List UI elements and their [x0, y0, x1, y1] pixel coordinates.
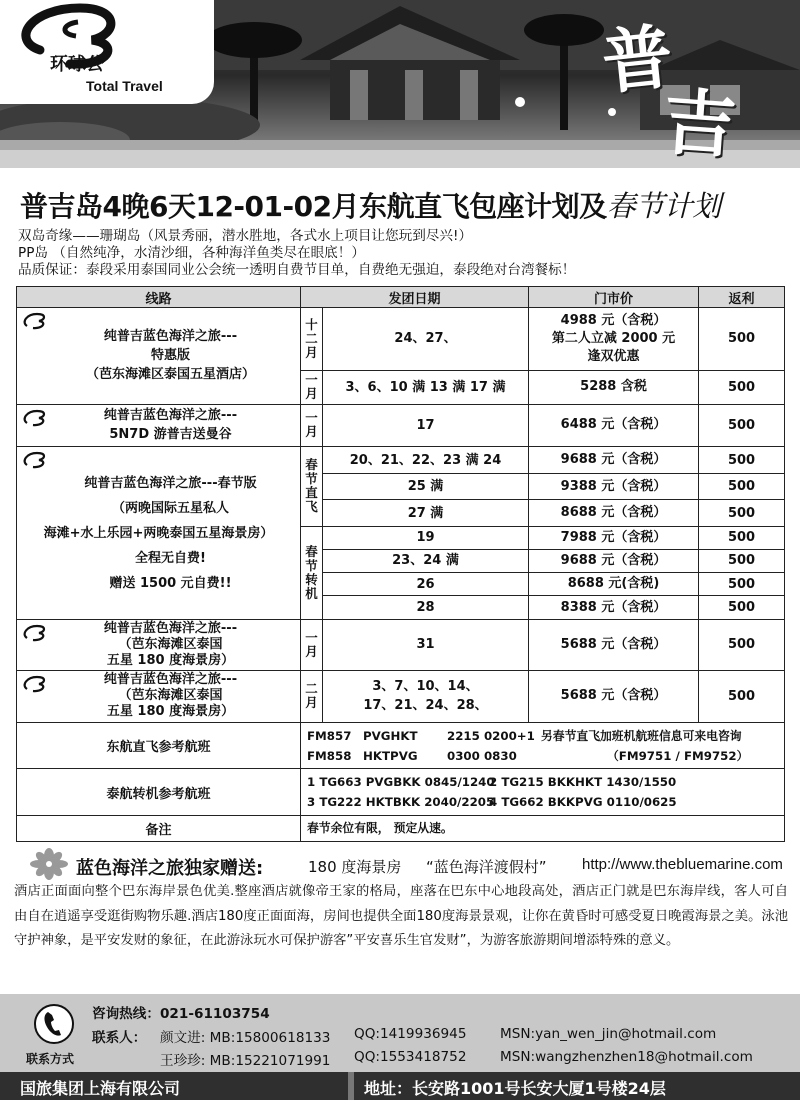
route-cell	[17, 620, 301, 670]
contact-1-msn: MSN:yan_wen_jin@hotmail.com	[500, 1026, 717, 1042]
flower-icon	[30, 848, 68, 880]
logo-small-icon	[21, 312, 47, 330]
date-cell: 28	[323, 596, 529, 620]
footer-bar	[0, 1072, 800, 1100]
rebate-cell: 500	[699, 308, 785, 370]
contact-1-mobile: 颜文进: MB:15800618133	[160, 1030, 331, 1046]
date-cell: 25 满	[323, 474, 529, 500]
date-cell: 26	[323, 572, 529, 595]
price-cell: 7988 元（含税）	[529, 526, 699, 549]
flights-thai-label: 泰航转机参考航班	[17, 769, 301, 815]
price-cell: 9688 元（含税）	[529, 549, 699, 572]
hero-banner	[0, 0, 800, 168]
contact-2-msn: MSN:wangzhenzhen18@hotmail.com	[500, 1049, 753, 1065]
flights-east-label: 东航直飞参考航班	[17, 723, 301, 769]
price-cell: 9388 元（含税）	[529, 474, 699, 500]
logo-small-icon	[21, 451, 47, 469]
date-cell: 27 满	[323, 500, 529, 526]
flight-line: 1 TG663 PVGBKK 0845/12402 TG215 BKKHKT 1430/1550	[307, 775, 677, 790]
flight-line: FM857 PVGHKT 2215 0200+1 另春节直飞加班机航班信息可来电咨询	[307, 728, 742, 743]
itinerary-table	[16, 286, 785, 842]
flight-line: 3 TG222 HKTBKK 2040/22054 TG662 BKKPVG 0110/0625	[307, 795, 677, 810]
rebate-cell: 500	[699, 596, 785, 620]
table-row	[17, 620, 785, 670]
price-line: 4988 元（含税）	[560, 312, 667, 328]
logo-small-icon	[21, 624, 47, 642]
price-cell: 9688 元（含税）	[529, 447, 699, 474]
gift-title: 蓝色海洋之旅独家赠送:	[76, 858, 264, 879]
rebate-cell: 500	[699, 447, 785, 474]
table-row	[17, 769, 785, 815]
page-title	[20, 184, 800, 224]
flights-thai-detail	[301, 769, 785, 815]
table-row	[17, 404, 785, 446]
intro-line: PP岛 （自然纯净，水清沙细，各种海洋鱼类尽在眼底！）	[18, 245, 365, 261]
date-cell	[323, 670, 529, 722]
gift-url-link[interactable]: http://www.thebluemarine.com	[582, 856, 783, 873]
route-detail: （芭东海滩区泰国	[118, 688, 223, 704]
table-row	[17, 670, 785, 722]
price-cell: 8388 元（含税）	[529, 596, 699, 620]
contact-2-mobile: 王珍珍: MB:15221071991	[160, 1053, 331, 1069]
month-cell: 一月	[301, 370, 323, 404]
month-cell: 十二月	[301, 308, 323, 370]
logo-name-cn: 环球公	[50, 54, 104, 75]
phone-icon	[34, 1004, 74, 1044]
logo-small-icon	[21, 675, 47, 693]
hotline: 咨询热线：021-61103754	[92, 1006, 270, 1022]
rebate-cell: 500	[699, 670, 785, 722]
month-cell: 一月	[301, 404, 323, 446]
price-cell: 6488 元（含税）	[529, 404, 699, 446]
title-suffix: 春节计划	[606, 189, 721, 223]
title-main: 普吉岛4晚6天12-01-02月东航直飞包座计划及	[20, 190, 607, 223]
price-cell	[529, 308, 699, 370]
rebate-cell: 500	[699, 526, 785, 549]
month-cell: 春节直飞	[301, 447, 323, 527]
date-cell: 3、6、10 满 13 满 17 满	[323, 370, 529, 404]
contact-2-qq: QQ:1553418752	[354, 1049, 467, 1065]
route-detail: 五星 180 度海景房）	[106, 704, 235, 720]
hero-calligraphy	[572, 4, 772, 168]
gift-hotel: “蓝色海洋渡假村”	[426, 858, 547, 876]
table-header-row	[17, 287, 785, 308]
flight-line: FM858 HKTPVG 0300 0830 （FM9751 / FM9752）	[307, 748, 749, 763]
rebate-cell: 500	[699, 404, 785, 446]
logo-name-en: Total Travel	[86, 78, 163, 94]
route-highlight: 全程无自费!	[135, 550, 206, 566]
header-price: 门市价	[529, 287, 699, 308]
table-row	[17, 308, 785, 370]
price-cell: 5288 含税	[529, 370, 699, 404]
notes-text: 春节余位有限， 预定从速。	[301, 815, 785, 841]
route-name: 纯普吉蓝色海洋之旅---	[103, 408, 238, 424]
date-cell: 31	[323, 620, 529, 670]
date-line: 17、21、24、28、	[363, 698, 488, 714]
route-cell	[17, 308, 301, 405]
route-cell	[17, 404, 301, 446]
date-cell: 24、27、	[323, 308, 529, 370]
notes-label: 备注	[17, 815, 301, 841]
route-detail: 五星 180 度海景房）	[106, 652, 235, 668]
price-line: 逢双优惠	[587, 348, 640, 364]
route-name: 纯普吉蓝色海洋之旅---春节版	[84, 475, 257, 491]
route-name: 纯普吉蓝色海洋之旅---	[103, 620, 238, 636]
table-row	[17, 815, 785, 841]
price-line: 第二人立减 2000 元	[551, 330, 676, 346]
calligraphy-char-2: 吉	[660, 78, 739, 168]
header-rebate: 返利	[699, 287, 785, 308]
contact-caption: 联系方式	[26, 1052, 75, 1066]
rebate-cell: 500	[699, 620, 785, 670]
route-detail: （芭东海滩区泰国	[118, 636, 223, 652]
organization-name: 国旅集团上海有限公司	[20, 1079, 181, 1098]
phone-handset-icon	[36, 1006, 72, 1042]
date-cell: 17	[323, 404, 529, 446]
intro-block	[18, 228, 788, 279]
price-cell: 5688 元（含税）	[529, 670, 699, 722]
address: 地址：长安路1001号长安大厦1号楼24层	[364, 1079, 666, 1098]
rebate-cell: 500	[699, 370, 785, 404]
price-cell: 5688 元（含税）	[529, 620, 699, 670]
hotel-description: 酒店正面面向整个巴东海岸景色优美.整座酒店就像帝王家的格局，座落在巴东中心地段高处，酒店正门就是巴东海岸线，客人可自由自在逍遥享受逛街购物乐趣.酒店180度正面面海，房间也提供全面180度海景景观，让你在黄昏时可感受夏日晚霞海景之美。泳池守护神象，是平安发财的象征，在此游泳玩水可保护游客”平安喜乐生官发财”，为游客旅游期间增添特殊的意义。	[14, 884, 788, 948]
header-date: 发团日期	[301, 287, 529, 308]
date-cell: 23、24 满	[323, 549, 529, 572]
date-line: 3、7、10、14、	[372, 679, 479, 695]
route-detail: （两晚国际五星私人	[111, 500, 229, 516]
footer-divider	[348, 1072, 354, 1100]
date-cell: 19	[323, 526, 529, 549]
rebate-cell: 500	[699, 474, 785, 500]
flights-east-detail	[301, 723, 785, 769]
date-cell: 20、21、22、23 满 24	[323, 447, 529, 474]
calligraphy-char-1: 普	[598, 14, 677, 105]
route-name: 纯普吉蓝色海洋之旅---	[103, 329, 238, 345]
intro-line: 品质保证：泰段采用泰国同业公会统一透明自费节目单，自费绝无强迫，泰段绝对台湾餐标！	[18, 262, 576, 278]
table-row	[17, 723, 785, 769]
intro-line: 双岛奇缘——珊瑚岛（风景秀丽，潜水胜地，各式水上项目让您玩到尽兴!）	[18, 228, 473, 244]
route-subtitle: 特惠版	[150, 348, 190, 364]
route-name: 纯普吉蓝色海洋之旅---	[103, 672, 238, 688]
rebate-cell: 500	[699, 572, 785, 595]
table-row	[17, 447, 785, 474]
gift-room: 180 度海景房	[308, 858, 402, 876]
route-subtitle: 5N7D 游普吉送曼谷	[109, 427, 232, 443]
contact-panel	[0, 994, 800, 1072]
price-cell: 8688 元(含税)	[529, 572, 699, 595]
gift-line	[30, 852, 790, 878]
route-cell	[17, 670, 301, 722]
rebate-cell: 500	[699, 500, 785, 526]
logo-card	[0, 0, 214, 104]
route-detail: （芭东海滩区泰国五星酒店）	[85, 367, 255, 383]
contact-1-qq: QQ:1419936945	[354, 1026, 467, 1042]
month-cell: 春节转机	[301, 526, 323, 620]
price-cell: 8688 元（含税）	[529, 500, 699, 526]
logo-small-icon	[21, 409, 47, 427]
route-detail: 海滩+水上乐园+两晚泰国五星海景房）	[43, 525, 274, 541]
route-highlight: 赠送 1500 元自费!!	[109, 575, 232, 591]
header-route: 线路	[17, 287, 301, 308]
contacts-label: 联系人：	[92, 1030, 147, 1046]
month-cell: 一月	[301, 620, 323, 670]
rebate-cell: 500	[699, 549, 785, 572]
month-cell: 二月	[301, 670, 323, 722]
route-cell	[17, 447, 301, 620]
